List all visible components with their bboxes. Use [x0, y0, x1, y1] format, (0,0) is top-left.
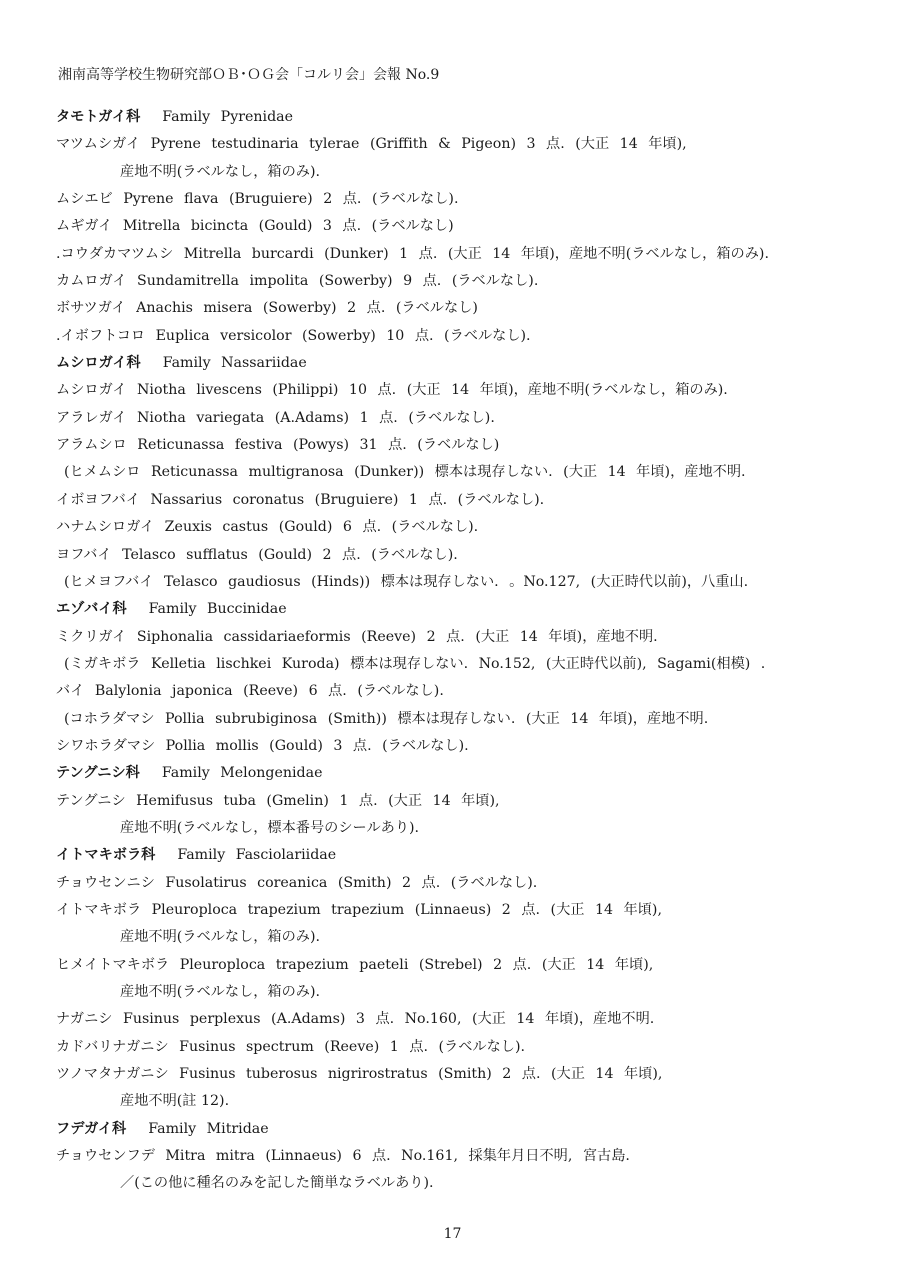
family-heading: イトマキボラ科 Family Fasciolariidae [56, 847, 337, 864]
species-entry: バイ Balylonia japonica (Reeve) 6 点. (ラベルなし). [56, 683, 444, 700]
page-header: 湘南高等学校生物研究部ＯＢ･ＯＧ会「コルリ会」会報 No.9 [58, 67, 440, 83]
species-entry: ヨフバイ Telasco sufflatus (Gould) 2 点. (ラベルなし). [56, 546, 458, 563]
species-entry: .イボフトコロ Euplica versicolor (Sowerby) 10 点. (ラベルなし). [56, 327, 531, 344]
species-entry: ナガニシ Fusinus perplexus (A.Adams) 3 点. No.160, (大正 14 年頃)，産地不明. [56, 1011, 655, 1028]
entry-continuation: 産地不明(ラベルなし，箱のみ). [120, 929, 321, 946]
species-entry: イトマキボラ Pleuroploca trapezium trapezium (Linnaeus) 2 点. (大正 14 年頃), [56, 901, 662, 918]
family-heading: エゾバイ科 Family Buccinidae [56, 601, 287, 618]
entry-continuation: 産地不明(ラベルなし，箱のみ). [120, 163, 321, 180]
entry-continuation: 産地不明(ラベルなし，標本番号のシールあり). [120, 819, 420, 836]
species-entry: ムシエビ Pyrene flava (Bruguiere) 2 点. (ラベルなし). [56, 191, 459, 208]
species-entry: イボヨフバイ Nassarius coronatus (Bruguiere) 1 点. (ラベルなし). [56, 491, 545, 508]
family-heading: タモトガイ科 Family Pyrenidae [56, 109, 294, 125]
entry-continuation: ／(この他に種名のみを記した簡単なラベルあり). [120, 1175, 434, 1192]
absent-specimen-note: (ミガキボラ Kelletia lischkei Kuroda) 標本は現存しない. No.152, (大正時代以前), Sagami(相模) . [64, 655, 766, 672]
species-entry: ボサツガイ Anachis misera (Sowerby) 2 点. (ラベルなし) [56, 300, 478, 317]
species-entry: アラレガイ Niotha variegata (A.Adams) 1 点. (ラベルなし). [56, 409, 495, 426]
species-entry: ハナムシロガイ Zeuxis castus (Gould) 6 点. (ラベルなし). [56, 519, 479, 536]
family-heading: フデガイ科 Family Mitridae [56, 1120, 269, 1137]
species-entry: カドバリナガニシ Fusinus spectrum (Reeve) 1 点. (ラベルなし). [56, 1038, 526, 1055]
absent-specimen-note: (コホラダマシ Pollia subrubiginosa (Smith)) 標本は現存しない. (大正 14 年頃)，産地不明. [64, 710, 709, 727]
species-entry: マツムシガイ Pyrene testudinaria tylerae (Griffith & Pigeon) 3 点. (大正 14 年頃), [56, 136, 687, 153]
species-entry: ミクリガイ Siphonalia cassidariaeformis (Reeve) 2 点. (大正 14 年頃)，産地不明. [56, 628, 658, 645]
absent-specimen-note: (ヒメムシロ Reticunassa multigranosa (Dunker)) 標本は現存しない. (大正 14 年頃)，産地不明. [64, 464, 746, 481]
species-entry: チョウセンニシ Fusolatirus coreanica (Smith) 2 点. (ラベルなし). [56, 874, 538, 891]
family-heading: ムシロガイ科 Family Nassariidae [56, 355, 307, 372]
species-entry: ムシロガイ Niotha livescens (Philippi) 10 点. (大正 14 年頃)，産地不明(ラベルなし，箱のみ). [56, 382, 728, 399]
species-entry: アラムシロ Reticunassa festiva (Powys) 31 点. (ラベルなし) [56, 437, 500, 454]
page-number: 17 [443, 1226, 462, 1242]
species-entry: ムギガイ Mitrella bicincta (Gould) 3 点. (ラベルなし) [56, 218, 454, 235]
species-entry: テングニシ Hemifusus tuba (Gmelin) 1 点. (大正 14 年頃), [56, 792, 500, 809]
family-heading: テングニシ科 Family Melongenidae [56, 765, 323, 782]
entry-continuation: 産地不明(註 12). [120, 1093, 230, 1110]
species-list [56, 104, 856, 1198]
species-entry: ヒメイトマキボラ Pleuroploca trapezium paeteli (Strebel) 2 点. (大正 14 年頃), [56, 956, 654, 973]
entry-continuation: 産地不明(ラベルなし，箱のみ). [120, 984, 321, 1000]
species-entry: シワホラダマシ Pollia mollis (Gould) 3 点. (ラベルなし). [56, 737, 469, 754]
species-entry: .コウダカマツムシ Mitrella burcardi (Dunker) 1 点. (大正 14 年頃)，産地不明(ラベルなし，箱のみ). [56, 245, 769, 262]
absent-specimen-note: (ヒメヨフバイ Telasco gaudiosus (Hinds)) 標本は現存しない. 。No.127, (大正時代以前)，八重山. [64, 573, 749, 590]
species-entry: カムロガイ Sundamitrella impolita (Sowerby) 9 点. (ラベルなし). [56, 273, 539, 290]
species-entry: ツノマタナガニシ Fusinus tuberosus nigrirostratus (Smith) 2 点. (大正 14 年頃), [56, 1066, 663, 1083]
species-entry: チョウセンフデ Mitra mitra (Linnaeus) 6 点. No.161, 採集年月日不明, 宮古島. [56, 1148, 630, 1165]
